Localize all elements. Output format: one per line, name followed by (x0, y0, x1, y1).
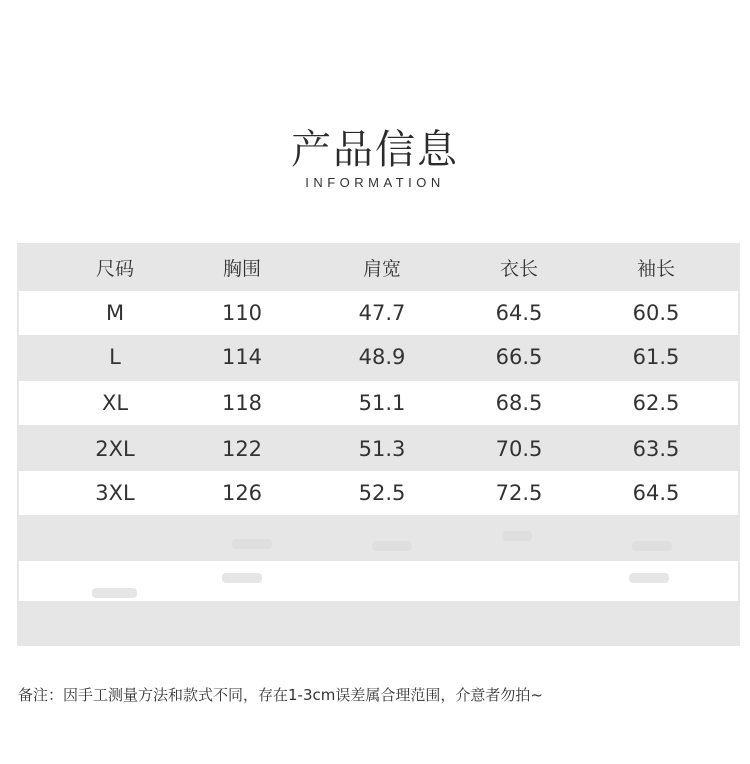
table-header-row (19, 247, 738, 291)
cell-chest: 122 (221, 437, 263, 461)
header-size: 尺码 (95, 258, 134, 280)
header-chest: 胸围 (222, 258, 261, 280)
faded-mark (502, 531, 532, 541)
table-row (19, 291, 738, 335)
cell-sleeve: 62.5 (632, 391, 680, 415)
cell-length: 66.5 (495, 345, 543, 369)
faded-mark (372, 541, 412, 551)
cell-chest: 114 (221, 345, 263, 369)
cell-length: 70.5 (495, 437, 543, 461)
page-title: 产品信息 (291, 127, 459, 173)
size-table (17, 243, 740, 646)
empty-row (19, 516, 738, 560)
cell-sleeve: 61.5 (632, 345, 680, 369)
cell-length: 72.5 (495, 481, 543, 505)
faded-mark (232, 539, 272, 549)
cell-size: L (109, 345, 121, 369)
table-row (19, 427, 738, 471)
cell-size: XL (101, 391, 129, 415)
cell-shoulder: 51.1 (358, 391, 406, 415)
cell-chest: 110 (221, 301, 263, 325)
faded-mark (632, 541, 672, 551)
cell-size: M (105, 301, 125, 325)
faded-mark (92, 588, 137, 598)
header-sleeve: 袖长 (636, 258, 675, 280)
cell-shoulder: 52.5 (358, 481, 406, 505)
cell-shoulder: 47.7 (358, 301, 406, 325)
cell-length: 64.5 (495, 301, 543, 325)
cell-sleeve: 64.5 (632, 481, 680, 505)
page-subtitle: INFORMATION (305, 175, 445, 190)
empty-row (19, 601, 738, 645)
header-shoulder: 肩宽 (362, 258, 401, 280)
cell-sleeve: 63.5 (632, 437, 680, 461)
cell-length: 68.5 (495, 391, 543, 415)
table-row (19, 381, 738, 425)
disclaimer-note: 备注：因手工测量方法和款式不同，存在1-3cm误差属合理范围，介意者勿拍~ (18, 686, 543, 704)
cell-shoulder: 48.9 (358, 345, 406, 369)
header-length: 衣长 (499, 258, 538, 280)
table-row (19, 471, 738, 515)
faded-mark (222, 573, 262, 583)
cell-size: 2XL (95, 437, 135, 461)
cell-chest: 118 (221, 391, 263, 415)
table-row (19, 335, 738, 379)
faded-mark (629, 573, 669, 583)
cell-sleeve: 60.5 (632, 301, 680, 325)
cell-size: 3XL (95, 481, 135, 505)
cell-shoulder: 51.3 (358, 437, 406, 461)
cell-chest: 126 (221, 481, 263, 505)
